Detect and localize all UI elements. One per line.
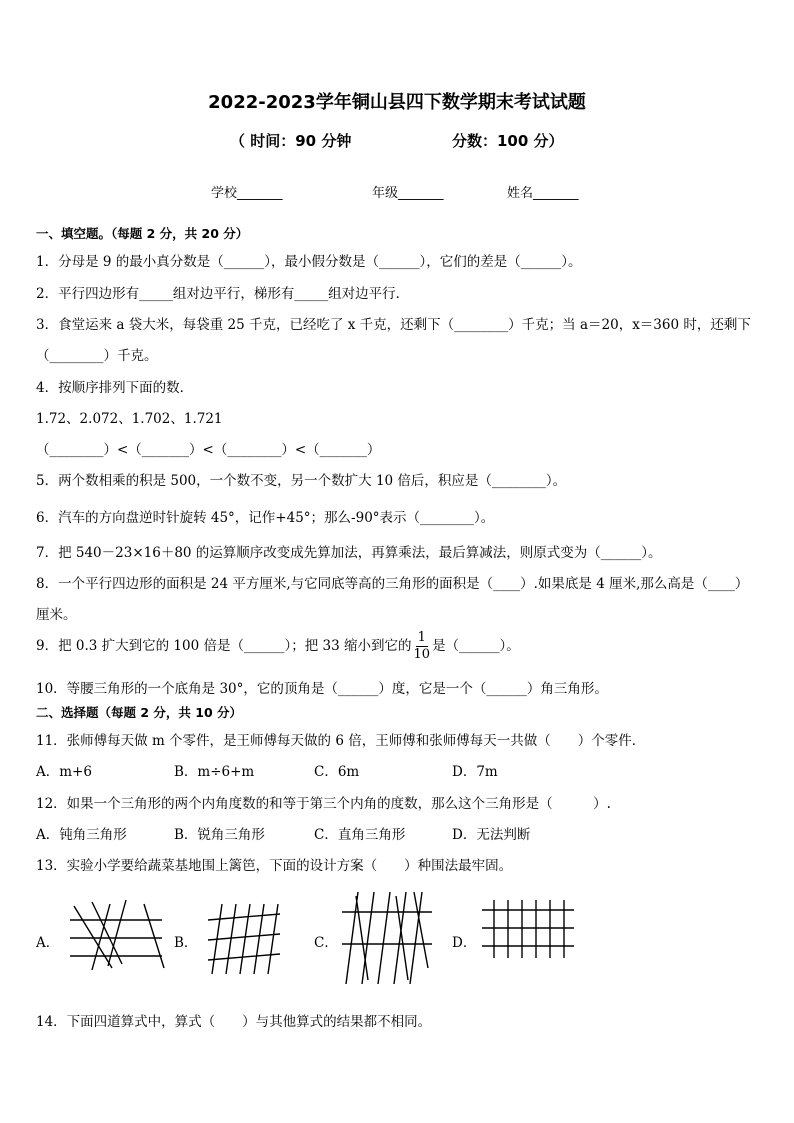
q13-option-d-label: D．: [452, 935, 477, 951]
section-2-heading: 二、选择题（每题 2 分，共 10 分）: [36, 705, 243, 720]
question-6: 6．汽车的方向盘逆时针旋转 45°，记作+45°；那么-90°表示（________）。: [36, 510, 495, 526]
question-13: 13．实验小学要给蔬菜基地围上篱笆，下面的设计方案（ ）种围法最牢固。: [36, 858, 513, 874]
q11-option-a: A．m+6: [36, 764, 92, 780]
question-3-line1: 3．食堂运来 a 袋大米，每袋重 25 千克，已经吃了 x 千克，还剩下（________）千克；当 a＝20，x＝360 时，还剩下: [36, 317, 751, 333]
school-field: 学校_______: [211, 186, 283, 201]
question-4-numbers: 1.72、2.072、1.702、1.721: [36, 411, 223, 427]
question-14: 14．下面四道算式中，算式（ ）与其他算式的结果都不相同。: [36, 1014, 432, 1030]
fraction-denominator: 10: [413, 647, 431, 662]
question-8-line1: 8．一个平行四边形的面积是 24 平方厘米,与它同底等高的三角形的面积是（____）.如果底是 4 厘米,那么高是（____）: [36, 576, 749, 592]
fence-figure-a: [64, 898, 174, 974]
q12-option-a: A．钝角三角形: [36, 827, 127, 843]
section-1-heading: 一、填空题。（每题 2 分，共 20 分）: [36, 226, 249, 241]
question-11: 11．张师傅每天做 m 个零件，是王师傅每天做的 6 倍，王师傅和张师傅每天一共做（ ）个零件．: [36, 733, 646, 749]
question-1: 1．分母是 9 的最小真分数是（______），最小假分数是（______），它们的差是（______）。: [36, 254, 582, 270]
exam-time: （ 时间：90 分钟: [230, 132, 352, 150]
name-field: 姓名_______: [507, 186, 579, 201]
q12-option-d: D．无法判断: [452, 827, 531, 843]
question-12: 12．如果一个三角形的两个内角度数的和等于第三个内角的度数，那么这个三角形是（ ）.: [36, 796, 611, 812]
exam-score: 分数：100 分）: [452, 132, 564, 150]
question-10: 10．等腰三角形的一个底角是 30°，它的顶角是（______）度，它是一个（______）角三角形。: [36, 681, 608, 697]
question-7: 7．把 540－23×16＋80 的运算顺序改变成先算加法，再算乘法，最后算减法，则原式变为（______）。: [36, 545, 662, 561]
q12-option-b: B．锐角三角形: [174, 827, 265, 843]
q12-option-c: C．直角三角形: [314, 827, 406, 843]
fence-figure-b: [204, 898, 284, 978]
question-9: [36, 630, 520, 663]
fence-figure-c: [338, 888, 438, 990]
q11-option-d: D．7m: [452, 764, 498, 780]
question-5: 5．两个数相乘的积是 500，一个数不变，另一个数扩大 10 倍后，积应是（________）。: [36, 473, 567, 489]
fraction-one-tenth: [414, 630, 431, 663]
question-4: 4．按顺序排列下面的数．: [36, 380, 194, 396]
q11-option-b: B．m÷6+m: [174, 764, 255, 780]
page-title: 2022-2023学年铜山县四下数学期末考试试题: [208, 92, 586, 113]
question-8-line2: 厘米。: [36, 607, 77, 623]
question-4-blanks: （________）<（_______）<（________）<（_______）: [36, 442, 381, 458]
q13-option-c-label: C．: [314, 935, 338, 951]
fence-figure-d: [478, 898, 578, 962]
question-9-text-2: 是（______）。: [432, 638, 520, 654]
q13-option-b-label: B．: [174, 935, 198, 951]
q11-option-c: C．6m: [314, 764, 360, 780]
grade-field: 年级_______: [372, 186, 444, 201]
q13-option-a-label: A．: [36, 935, 60, 951]
question-2: 2．平行四边形有_____组对边平行，梯形有_____组对边平行．: [36, 286, 410, 302]
fraction-numerator: 1: [417, 630, 426, 645]
question-3-line2: （________）千克。: [36, 348, 158, 364]
question-9-text-1: 9．把 0.3 扩大到它的 100 倍是（______）；把 33 缩小到它的: [36, 638, 412, 654]
